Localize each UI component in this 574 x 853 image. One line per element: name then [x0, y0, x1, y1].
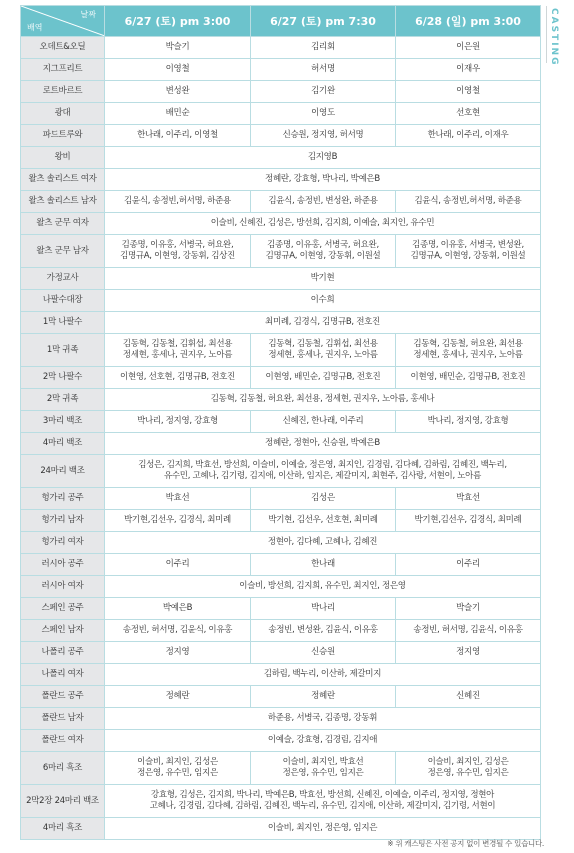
cast-cell-date-2: 김리회 [251, 37, 396, 59]
role-name-cell: 6마리 흑조 [21, 752, 105, 785]
cast-cell-date-2: 박나리 [251, 598, 396, 620]
cast-cell-date-2: 김종명, 이유홍, 서병국, 허요완, 김명규A, 이현영, 강동휘, 이원설 [251, 235, 396, 268]
cast-cell-all-dates: 이수희 [105, 290, 541, 312]
table-row [21, 389, 541, 411]
table-row [21, 455, 541, 488]
cast-cell-date-1: 정혜란 [105, 686, 251, 708]
cast-cell-all-dates: 김지영B [105, 147, 541, 169]
cast-cell-date-1: 박기현,김선우, 김경식, 최미례 [105, 510, 251, 532]
cast-cell-date-3: 김동혁, 김동철, 허요완, 최선용 정세현, 홍세나, 권지우, 노아름 [396, 334, 541, 367]
cast-cell-date-2: 이현영, 배민순, 김명규B, 전호진 [251, 367, 396, 389]
casting-side-label: CASTING [549, 8, 559, 67]
role-name-cell: 헝가리 남자 [21, 510, 105, 532]
cast-cell-date-1: 박효선 [105, 488, 251, 510]
cast-cell-all-dates: 김하림, 백누리, 이산하, 제갈미지 [105, 664, 541, 686]
cast-cell-date-3: 이재우 [396, 59, 541, 81]
table-row [21, 59, 541, 81]
header-date-3: 6/28 (일) pm 3:00 [396, 6, 541, 37]
cast-cell-date-2: 정혜란 [251, 686, 396, 708]
cast-cell-date-2: 허서명 [251, 59, 396, 81]
cast-cell-date-3: 한나래, 이주리, 이재우 [396, 125, 541, 147]
cast-cell-date-2: 신승원 [251, 642, 396, 664]
casting-change-notice: ※ 위 캐스팅은 사전 공지 없이 변경될 수 있습니다. [387, 839, 544, 848]
role-name-cell: 파드트루와 [21, 125, 105, 147]
casting-table [20, 5, 541, 840]
role-name-cell: 러시아 여자 [21, 576, 105, 598]
table-row [21, 213, 541, 235]
table-row [21, 81, 541, 103]
cast-cell-date-2: 이영도 [251, 103, 396, 125]
role-name-cell: 러시아 공주 [21, 554, 105, 576]
table-row [21, 510, 541, 532]
role-name-cell: 3마리 백조 [21, 411, 105, 433]
role-name-cell: 4마리 흑조 [21, 818, 105, 840]
cast-cell-all-dates: 정혜란, 정현아, 신승원, 박예은B [105, 433, 541, 455]
role-name-cell: 스페인 남자 [21, 620, 105, 642]
header-role-label: 배역 [27, 23, 43, 32]
role-name-cell: 나폴리 공주 [21, 642, 105, 664]
cast-cell-date-2: 박기현, 김선우, 선호현, 최미례 [251, 510, 396, 532]
role-name-cell: 광대 [21, 103, 105, 125]
role-name-cell: 폴란드 남자 [21, 708, 105, 730]
role-name-cell: 오데트&오딜 [21, 37, 105, 59]
cast-cell-date-3: 이영철 [396, 81, 541, 103]
cast-cell-all-dates: 김동혁, 김동철, 허요완, 최선용, 정세현, 권지우, 노아름, 홍세나 [105, 389, 541, 411]
cast-cell-all-dates: 김성은, 김지희, 박효선, 방선희, 이슬비, 이예슬, 정은영, 최지인, 김경림, 김다혜, 김하림, 김혜진, 백누리, 유수민, 고혜나, 김기령, 김지애, 이산하, 임지은, 제갈미지, 최현주, 김사랑, 서현이, 노아름 [105, 455, 541, 488]
cast-cell-date-3: 박기현,김선우, 김경식, 최미례 [396, 510, 541, 532]
cast-cell-date-3: 선호현 [396, 103, 541, 125]
role-name-cell: 왈츠 솔리스트 여자 [21, 169, 105, 191]
cast-cell-date-3: 이현영, 배민순, 김명규B, 전호진 [396, 367, 541, 389]
table-row [21, 103, 541, 125]
cast-cell-all-dates: 이슬비, 최지인, 정은영, 임지은 [105, 818, 541, 840]
role-name-cell: 가정교사 [21, 268, 105, 290]
table-row [21, 191, 541, 213]
role-name-cell: 2막 귀족 [21, 389, 105, 411]
cast-cell-date-1: 변성완 [105, 81, 251, 103]
table-row [21, 686, 541, 708]
cast-cell-date-1: 김종명, 이유홍, 서병국, 허요완, 김명규A, 이현영, 강동휘, 김상진 [105, 235, 251, 268]
table-row [21, 785, 541, 818]
table-row [21, 367, 541, 389]
role-name-cell: 왈츠 솔리스트 남자 [21, 191, 105, 213]
table-row [21, 620, 541, 642]
casting-table-body [21, 37, 541, 840]
table-row [21, 235, 541, 268]
role-name-cell: 헝가리 여자 [21, 532, 105, 554]
role-name-cell: 폴란드 공주 [21, 686, 105, 708]
table-row [21, 664, 541, 686]
cast-cell-date-1: 이영철 [105, 59, 251, 81]
table-row [21, 169, 541, 191]
cast-cell-date-3: 정지영 [396, 642, 541, 664]
cast-cell-all-dates: 강효형, 김성은, 김지희, 박나리, 박예은B, 박효선, 방선희, 신혜진, 이예슬, 이주리, 정지영, 정현아 고혜나, 김경림, 김다혜, 김하림, 김혜진, 백누리, 유수민, 김지애, 이산하, 제갈미지, 김기령, 서현이 [105, 785, 541, 818]
role-name-cell: 1막 귀족 [21, 334, 105, 367]
cast-cell-all-dates: 박기현 [105, 268, 541, 290]
cast-cell-all-dates: 이슬비, 신혜진, 김성은, 방선희, 김지희, 이예슬, 최지인, 유수민 [105, 213, 541, 235]
casting-side-tab [546, 6, 567, 67]
cast-cell-all-dates: 이슬비, 방선희, 김지희, 유수민, 최지인, 정은영 [105, 576, 541, 598]
cast-cell-date-3: 박나리, 정지영, 강효형 [396, 411, 541, 433]
table-row [21, 290, 541, 312]
table-row [21, 488, 541, 510]
cast-cell-date-3: 신혜진 [396, 686, 541, 708]
table-row [21, 752, 541, 785]
cast-cell-date-2: 김성은 [251, 488, 396, 510]
cast-cell-date-3: 박슬기 [396, 598, 541, 620]
table-row [21, 411, 541, 433]
table-row [21, 730, 541, 752]
cast-cell-date-1: 박예은B [105, 598, 251, 620]
cast-cell-date-2: 이슬비, 최지인, 박효선 정은영, 유수민, 임지은 [251, 752, 396, 785]
cast-cell-all-dates: 이예슬, 강효형, 김경림, 김지애 [105, 730, 541, 752]
cast-cell-all-dates: 하준용, 서병국, 김종명, 강동휘 [105, 708, 541, 730]
cast-cell-all-dates: 최미례, 김경식, 김명규B, 전호진 [105, 312, 541, 334]
header-date-label: 날짜 [80, 10, 96, 19]
cast-cell-date-1: 김윤식, 송정빈,허서명, 하준용 [105, 191, 251, 213]
cast-cell-date-2: 한나래 [251, 554, 396, 576]
table-row [21, 147, 541, 169]
table-row [21, 818, 541, 840]
role-name-cell: 2막 나팔수 [21, 367, 105, 389]
table-row [21, 334, 541, 367]
table-row [21, 708, 541, 730]
cast-cell-date-1: 이현영, 선호현, 김명규B, 전호진 [105, 367, 251, 389]
role-name-cell: 왈츠 군무 남자 [21, 235, 105, 268]
table-row [21, 598, 541, 620]
header-date-1: 6/27 (토) pm 3:00 [105, 6, 251, 37]
cast-cell-date-2: 김윤식, 송정빈, 변성완, 하준용 [251, 191, 396, 213]
cast-cell-date-1: 이슬비, 최지인, 김성은 정은영, 유수민, 임지은 [105, 752, 251, 785]
cast-cell-date-1: 이주리 [105, 554, 251, 576]
cast-cell-date-2: 송정빈, 변성완, 김윤식, 이유홍 [251, 620, 396, 642]
table-row [21, 642, 541, 664]
role-name-cell: 나팔수대장 [21, 290, 105, 312]
cast-cell-date-1: 정지영 [105, 642, 251, 664]
cast-cell-date-1: 배민순 [105, 103, 251, 125]
cast-cell-date-3: 송정빈, 허서명, 김윤식, 이유홍 [396, 620, 541, 642]
header-corner [21, 6, 105, 37]
header-date-2: 6/27 (토) pm 7:30 [251, 6, 396, 37]
cast-cell-date-2: 신승원, 정지영, 허서명 [251, 125, 396, 147]
role-name-cell: 나폴리 여자 [21, 664, 105, 686]
table-row [21, 576, 541, 598]
table-row [21, 532, 541, 554]
cast-cell-date-3: 김종명, 이유홍, 서병국, 변성완, 김명규A, 이현영, 강동휘, 이원설 [396, 235, 541, 268]
role-name-cell: 스페인 공주 [21, 598, 105, 620]
role-name-cell: 헝가리 공주 [21, 488, 105, 510]
cast-cell-date-2: 김동혁, 김동철, 김휘섭, 최선용 정세현, 홍세나, 권지우, 노아름 [251, 334, 396, 367]
role-name-cell: 4마리 백조 [21, 433, 105, 455]
table-row [21, 125, 541, 147]
role-name-cell: 로트바르트 [21, 81, 105, 103]
cast-cell-date-2: 김기완 [251, 81, 396, 103]
header-row [21, 6, 541, 37]
cast-cell-date-2: 신혜진, 한나래, 이주리 [251, 411, 396, 433]
cast-cell-date-1: 박슬기 [105, 37, 251, 59]
table-row [21, 268, 541, 290]
cast-cell-date-3: 이슬비, 최지인, 김성은 정은영, 유수민, 임지은 [396, 752, 541, 785]
role-name-cell: 2막2장 24마리 백조 [21, 785, 105, 818]
role-name-cell: 폴란드 여자 [21, 730, 105, 752]
cast-cell-date-1: 송정빈, 허서명, 김윤식, 이유홍 [105, 620, 251, 642]
cast-cell-date-3: 이은원 [396, 37, 541, 59]
casting-table-wrapper [20, 5, 540, 840]
role-name-cell: 1막 나팔수 [21, 312, 105, 334]
cast-cell-date-1: 김동혁, 김동철, 김휘섭, 최선용 정세현, 홍세나, 권지우, 노아름 [105, 334, 251, 367]
table-row [21, 312, 541, 334]
table-row [21, 37, 541, 59]
table-row [21, 433, 541, 455]
cast-cell-all-dates: 정혜란, 강효형, 박나리, 박예은B [105, 169, 541, 191]
table-row [21, 554, 541, 576]
cast-cell-date-3: 박효선 [396, 488, 541, 510]
role-name-cell: 지그프리트 [21, 59, 105, 81]
cast-cell-date-1: 박나리, 정지영, 강효형 [105, 411, 251, 433]
cast-cell-date-1: 한나래, 이주리, 이영철 [105, 125, 251, 147]
role-name-cell: 24마리 백조 [21, 455, 105, 488]
cast-cell-all-dates: 정현아, 김다혜, 고혜나, 김혜진 [105, 532, 541, 554]
cast-cell-date-3: 김윤식, 송정빈,허서명, 하준용 [396, 191, 541, 213]
role-name-cell: 왕비 [21, 147, 105, 169]
role-name-cell: 왈츠 군무 여자 [21, 213, 105, 235]
cast-cell-date-3: 이주리 [396, 554, 541, 576]
